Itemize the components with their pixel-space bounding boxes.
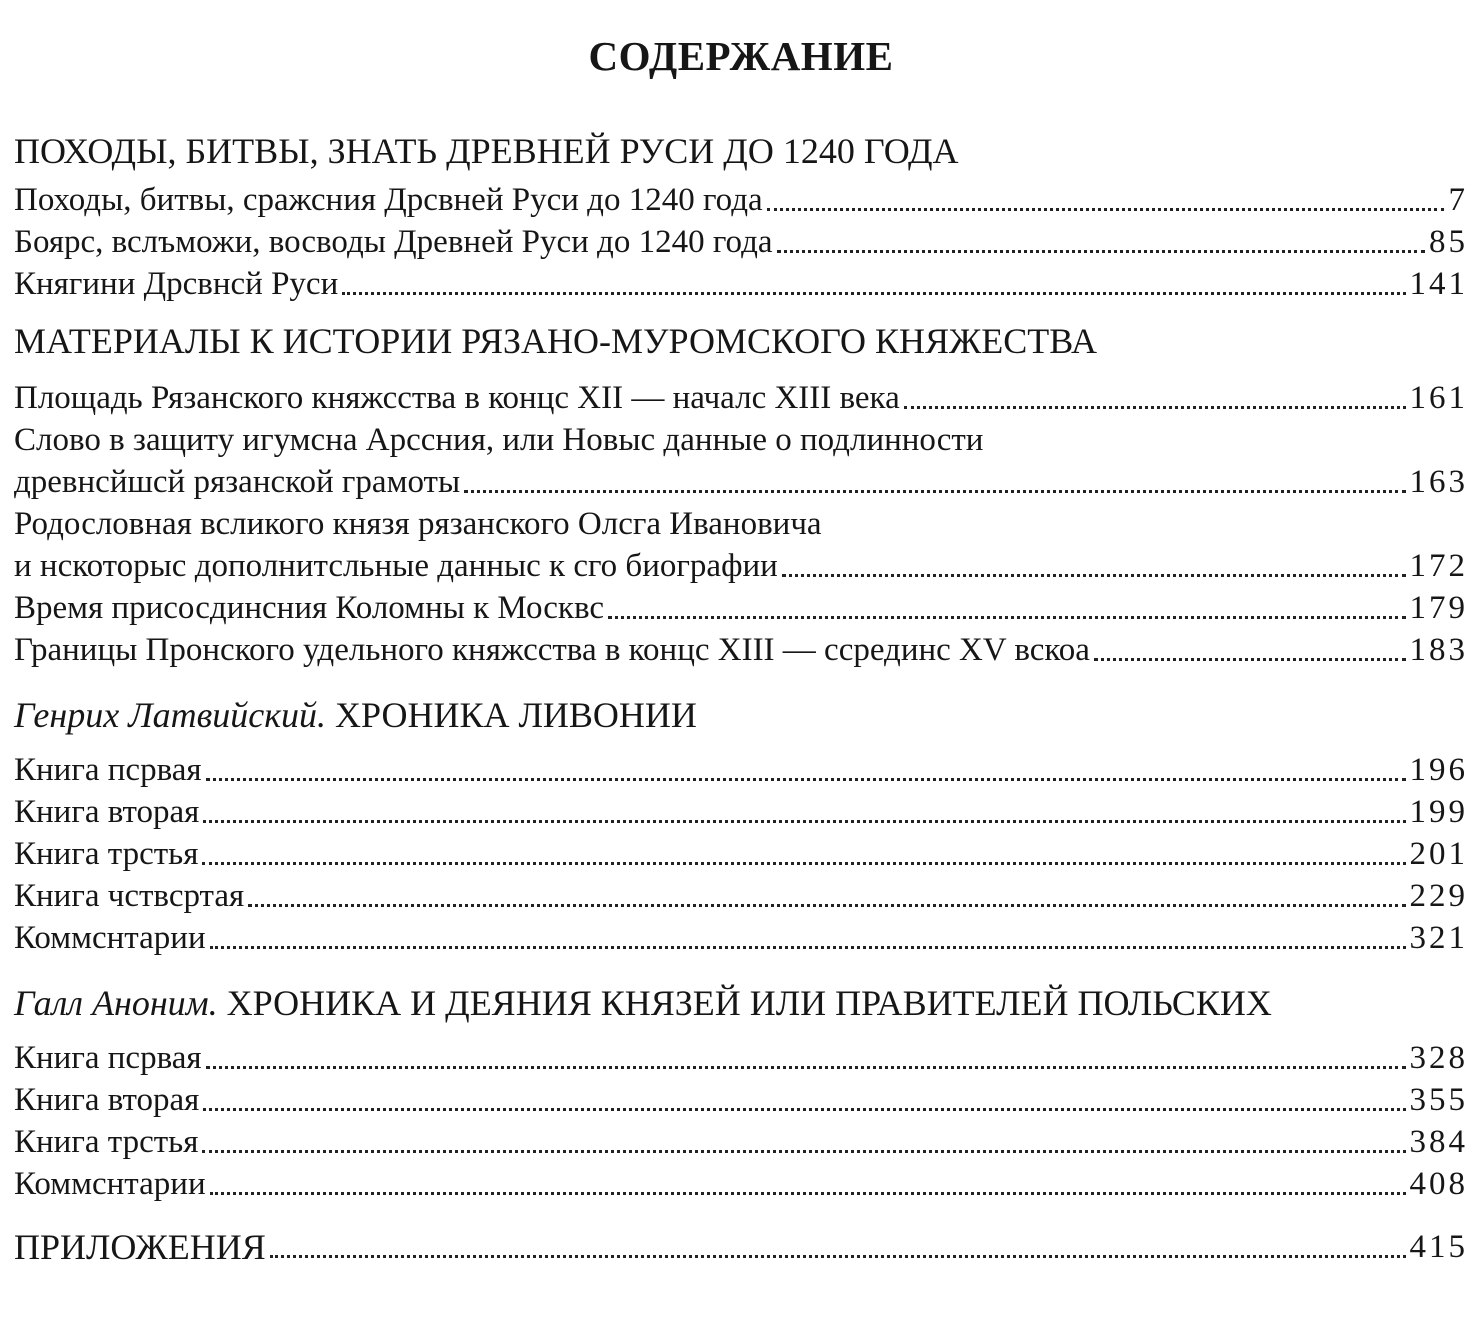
dot-leader bbox=[202, 862, 1405, 865]
dot-leader bbox=[464, 490, 1405, 493]
toc-entry[interactable] bbox=[14, 1163, 1468, 1205]
dot-leader bbox=[342, 292, 1405, 295]
entry-title: Книга трстья bbox=[14, 1124, 199, 1160]
page-title: СОДЕРЖАНИЕ bbox=[588, 33, 894, 79]
entry-title: Княгини Дрсвнсй Руси bbox=[14, 266, 339, 302]
section-author: Галл Аноним. bbox=[14, 983, 218, 1023]
entry-page-number: 161 bbox=[1409, 380, 1468, 416]
section-heading bbox=[14, 693, 1468, 737]
toc-entry[interactable] bbox=[14, 461, 1468, 503]
entry-title: и нскоторыс дополнитсльные данныс к сго биографии bbox=[14, 548, 778, 584]
toc-entry[interactable] bbox=[14, 1079, 1468, 1121]
section-heading bbox=[14, 129, 1468, 173]
toc-entry-appendix[interactable] bbox=[14, 1225, 1468, 1269]
entry-page-number: 7 bbox=[1448, 182, 1468, 218]
entry-title: Время присосдинсния Коломны к Москвс bbox=[14, 590, 604, 626]
entry-page-number: 183 bbox=[1409, 632, 1468, 668]
toc-section bbox=[14, 129, 1468, 305]
toc-entry[interactable] bbox=[14, 179, 1468, 221]
dot-leader bbox=[210, 946, 1406, 949]
entry-title: Походы, битвы, сражсния Дрсвней Руси до 1240 года bbox=[14, 182, 763, 218]
dot-leader bbox=[777, 250, 1425, 253]
entry-page-number: 408 bbox=[1409, 1166, 1468, 1202]
dot-leader bbox=[202, 1150, 1405, 1153]
dot-leader bbox=[270, 1255, 1406, 1258]
section-heading bbox=[14, 981, 1468, 1025]
dot-leader bbox=[210, 1192, 1406, 1195]
entry-page-number: 85 bbox=[1429, 224, 1468, 260]
dot-leader bbox=[203, 820, 1405, 823]
entry-page-number: 321 bbox=[1409, 920, 1468, 956]
section-author: Генрих Латвийский. bbox=[14, 695, 327, 735]
entry-title-first-line: Слово в защиту игумсна Арссния, или Новыс данные о подлинности bbox=[14, 422, 984, 458]
toc-entry[interactable] bbox=[14, 629, 1468, 671]
dot-leader bbox=[608, 616, 1406, 619]
entry-page-number: 141 bbox=[1409, 266, 1468, 302]
entry-page-number: 201 bbox=[1409, 836, 1468, 872]
entry-title: ПРИЛОЖЕНИЯ bbox=[14, 1227, 266, 1267]
toc-entry[interactable] bbox=[14, 833, 1468, 875]
toc-entry[interactable] bbox=[14, 791, 1468, 833]
dot-leader bbox=[206, 778, 1406, 781]
toc-entry[interactable] bbox=[14, 1121, 1468, 1163]
entry-page-number: 328 bbox=[1409, 1040, 1468, 1076]
entry-page-number: 179 bbox=[1409, 590, 1468, 626]
entry-title-first-line: Родословная всликого князя рязанского Олсга Ивановича bbox=[14, 506, 822, 542]
toc-section bbox=[14, 319, 1468, 671]
section-heading-text: ХРОНИКА ЛИВОНИИ bbox=[335, 695, 697, 735]
toc-entry[interactable] bbox=[14, 917, 1468, 959]
section-heading bbox=[14, 319, 1468, 363]
entry-title: Книга псрвая bbox=[14, 1040, 202, 1076]
entry-title: Боярс, вслъможи, восводы Древней Руси до 1240 года bbox=[14, 224, 773, 260]
entry-title: Коммснтарии bbox=[14, 920, 206, 956]
toc-entry[interactable] bbox=[14, 377, 1468, 419]
toc-entry[interactable] bbox=[14, 875, 1468, 917]
toc-entry[interactable] bbox=[14, 587, 1468, 629]
entry-page-number: 415 bbox=[1409, 1229, 1468, 1265]
entry-page-number: 229 bbox=[1409, 878, 1468, 914]
dot-leader bbox=[782, 574, 1406, 577]
entry-page-number: 163 bbox=[1409, 464, 1468, 500]
entry-title: Книга псрвая bbox=[14, 752, 202, 788]
entry-title: Книга трстья bbox=[14, 836, 199, 872]
entry-title: Книга чствсртая bbox=[14, 878, 245, 914]
toc-entry[interactable] bbox=[14, 749, 1468, 791]
dot-leader bbox=[1094, 658, 1406, 661]
entry-page-number: 355 bbox=[1409, 1082, 1468, 1118]
entry-title: Границы Пронского удельного княжсства в концс XIII — ссрединс XV вскоа bbox=[14, 632, 1090, 668]
dot-leader bbox=[206, 1066, 1406, 1069]
entry-page-number: 384 bbox=[1409, 1124, 1468, 1160]
section-heading-text: ХРОНИКА И ДЕЯНИЯ КНЯЗЕЙ ИЛИ ПРАВИТЕЛЕЙ ПОЛЬСКИХ bbox=[226, 983, 1272, 1023]
toc-section bbox=[14, 981, 1468, 1205]
entry-page-number: 199 bbox=[1409, 794, 1468, 830]
dot-leader bbox=[767, 208, 1444, 211]
toc-entry[interactable] bbox=[14, 1037, 1468, 1079]
entry-page-number: 172 bbox=[1409, 548, 1468, 584]
section-heading-text: ПОХОДЫ, БИТВЫ, ЗНАТЬ ДРЕВНЕЙ РУСИ ДО 1240 ГОДА bbox=[14, 131, 959, 171]
entry-title: Коммснтарии bbox=[14, 1166, 206, 1202]
entry-title: Книга вторая bbox=[14, 794, 200, 830]
entry-title: Площадь Рязанского княжсства в концс XII — началс XIII века bbox=[14, 380, 900, 416]
section-heading-text: МАТЕРИАЛЫ К ИСТОРИИ РЯЗАНО-МУРОМСКОГО КНЯЖЕСТВА bbox=[14, 321, 1098, 361]
entry-title: Книга вторая bbox=[14, 1082, 200, 1118]
entry-title: древнсйшсй рязанской грамоты bbox=[14, 464, 461, 500]
toc-entry[interactable] bbox=[14, 221, 1468, 263]
entry-page-number: 196 bbox=[1409, 752, 1468, 788]
toc-entry[interactable] bbox=[14, 263, 1468, 305]
dot-leader bbox=[203, 1108, 1405, 1111]
dot-leader bbox=[904, 406, 1406, 409]
toc-entry[interactable] bbox=[14, 545, 1468, 587]
dot-leader bbox=[248, 904, 1405, 907]
toc-section bbox=[14, 693, 1468, 959]
